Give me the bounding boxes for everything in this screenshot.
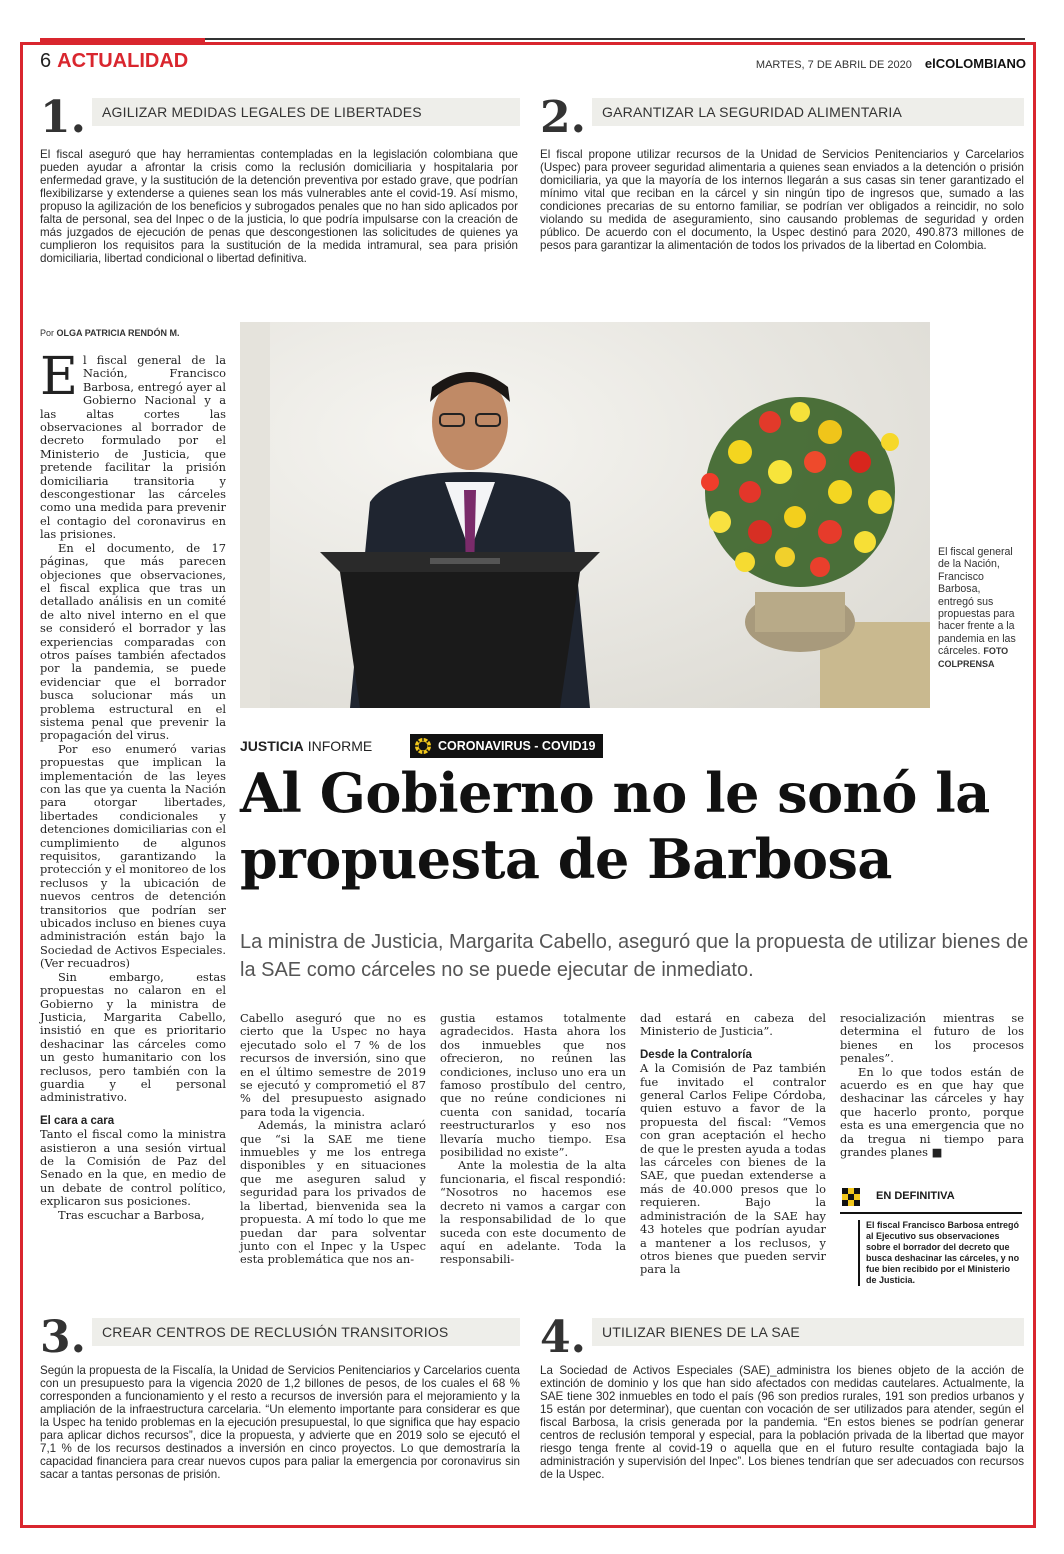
virus-icon: [414, 737, 432, 755]
kicker-type: INFORME: [307, 738, 373, 754]
box-title: UTILIZAR BIENES DE LA SAE: [592, 1318, 1024, 1346]
end-mark: ■: [931, 1145, 943, 1160]
page-header-right: [756, 56, 1026, 71]
photo-caption: [938, 546, 1018, 670]
article-paragraph: Cabello aseguró que no es cierto que la Uspec no haya ejecutado solo el 7 % de los recursos de inversión, sino que en el último semestre de 2019 se ejecutó y comprometió el 87 % del presupuesto asignado para toda la vigencia.: [240, 1011, 426, 1119]
article-paragraph: En lo que todos están de acuerdo es en que hay que deshacinar las cárceles y hay que hacerlo pronto, porque esta es una emergencia que no da tregua ni tiempo para grandes planes ■: [840, 1064, 1024, 1160]
box-number: 2.: [540, 92, 586, 143]
page-header-left: [40, 50, 188, 73]
deck: La ministra de Justicia, Margarita Cabello, aseguró que la propuesta de utilizar bienes de la SAE como cárceles no se puede ejecutar de inmediato.: [240, 931, 1029, 981]
brand-prefix: el: [924, 56, 936, 71]
box-number: 1.: [40, 92, 86, 143]
article-paragraph: dad estará en cabeza del Ministerio de Justicia”.: [640, 1011, 826, 1039]
photo-credit: FOTO COLPRENSA: [938, 646, 1009, 669]
subhead: Desde la Contraloría: [640, 1048, 752, 1061]
article-column-1: [40, 347, 226, 1222]
en-definitiva-box: [840, 1186, 1022, 1286]
box-text: Según la propuesta de la Fiscalía, la Unidad de Servicios Penitenciarios y Carcelarios cuenta con un presupuesto para la vigencia 2020 de 1,2 billones de pesos, de los cuales el 68 % corresponden a funcionamiento y el resto a recursos de inversión para el mejoramiento y la ampliación de la infraestructura carcelaria. “Un elemento importante para considerar es que la Uspec ha tenido problemas en la ejecución presupuestal, lo que significa que hay espacio para aplicar dichos recursos”, dice la propuesta, y advierte que en 2019 solo se ejecutó el 7,1 % de los recursos destinados a inversión en cinco proyectos. Lo que demostraría la capacidad financiera para crear nuevos cupos para paliar la emergencia por coronavirus sin sacar a tantas personas de prisión.: [40, 1364, 520, 1481]
kicker-section: JUSTICIA: [240, 738, 304, 754]
caption-text: El fiscal general de la Nación, Francisco Barbosa, entregó sus propuestas para hacer frente a la pandemia en las cárceles.: [938, 546, 1016, 658]
drop-cap: E: [40, 347, 78, 407]
article-paragraph: Tanto el fiscal como la ministra asistieron a una sesión virtual de la Comisión de Paz del Senado en la que, en medio de un debate de control político, explicaron sus posiciones.: [40, 1127, 226, 1209]
article-paragraph: gustia estamos totalmente agradecidos. Hasta ahora los dos inmuebles que nos ofrecieron, no reúnen las condiciones, incluso uno era un famoso prostíbulo del centro, que no reúne condiciones ni cuenta con sanidad, tocaría reestructurarlos y eso nos llevaría mucho tiempo. Esa posibilidad no existe”.: [440, 1011, 626, 1160]
box-2: [540, 92, 1024, 298]
badge-label: CORONAVIRUS - COVID19: [438, 739, 596, 753]
article-column-3: [440, 1012, 626, 1267]
article-column-2: [240, 1012, 426, 1267]
box-text: El fiscal aseguró que hay herramientas contempladas en la legislación colombiana que pueden ayudar a afrontar la crisis como la reclusión domiciliaria y hospitalaria por enfermedad grave, y la sustitución de la detención preventiva por estado grave, que podrían flexibilizarse y extenderse a quienes sean los más vulnerables ante el covid-19. Así mismo, propuso la agilización de los beneficios y subrogados penales que no han sido aplicados por falta de personal, sea del Inpec o de la justicia, lo que podría impulsarse con la creación de más juzgados de ejecución de penas que descongestionen las solicitudes de quienes ya cumplieron los requisitos para la sustitución de la medida intramural, sea para prisión domiciliaria, libertad condicional o libertad definitiva.: [40, 148, 518, 265]
page-number: 6: [40, 50, 52, 72]
box-3: [40, 1312, 520, 1518]
box-number: 3.: [40, 1312, 86, 1363]
article-column-5: [840, 1012, 1024, 1159]
box-text: El fiscal propone utilizar recursos de la Unidad de Servicios Penitenciarios y Carcelarios (Uspec) para proveer seguridad alimentaria a quienes sean enviados a la detención o prisión domiciliaria, ya que la mayoría de los internos llegarán a sus casas sin tener garantizado el mínimo vital que reciban en la cárcel y sin ningún tipo de ingresos que, sumado a las condiciones precarias de su entorno familiar, se podrían ver obligados a reincidir, no solo violando su medida de aseguramiento, sino causando problemas de seguridad y orden público. De acuerdo con el documento, la Uspec destinó para 2020, 490.873 millones de pesos para garantizar la alimentación de todos los privados de la libertad en Colombia.: [540, 148, 1024, 252]
issue-date: MARTES, 7 DE ABRIL DE 2020: [755, 59, 912, 71]
definitiva-title: EN DEFINITIVA: [876, 1190, 955, 1202]
box-text: La Sociedad de Activos Especiales (SAE)_administra los bienes objeto de la acción de extinción de dominio y los que han sido afectados con medidas cautelares. Actualmente, la SAE tiene 302 inmuebles en todo el país (96 son predios rurales, 191 son predios urbanos y 15 están por determinar), que cuentan con vocación de ser utilizados para atender, según el fiscal Barbosa, la crisis generada por la pandemia. “En estos bienes se podrían generar centros de reclusión temporal y especial, para la población privada de la libertad que mayor riesgo tenga frente al covid-19 o aquella que en el futuro resulte contagiada bajo la administración y supervisión del Inpec”. Los bienes tendrían que ser adecuados con recursos de la Uspec.: [540, 1364, 1024, 1481]
box-title: CREAR CENTROS DE RECLUSIÓN TRANSITORIOS: [92, 1318, 520, 1346]
box-title: AGILIZAR MEDIDAS LEGALES DE LIBERTADES: [92, 98, 520, 126]
definitiva-text: El fiscal Francisco Barbosa entregó al Ejecutivo sus observaciones sobre el borrador del decreto que busca deshacinar las cárceles, y no fue bien recibido por el Ministerio de Justicia.: [858, 1220, 1022, 1286]
article-paragraph: En el documento, de 17 páginas, que más parecen objeciones que observaciones, el fiscal explica que tras un detallado análisis en un comité de alto nivel interno en el que se consideró el borrador y las experiencias comparadas con otros países también afectados por la pandemia, se puede evidenciar que el borrador busca solucionar más un problema estructural en el sistema penal que prevenir la propagación del virus.: [40, 540, 226, 743]
article-paragraph: A la Comisión de Paz también fue invitado el contralor general Carlos Felipe Córdoba, quien estuvo a favor de la propuesta del fiscal: “Vemos con gran aceptación el hecho de que le presten ayuda a todas las cárceles con bienes de la SAE, que puedan extenderse a más de 40.000 presos que lo requieren. Bajo la administración de la SAE hay 43 hoteles que podrían ayudar a mantener a los reclusos, y otros bienes que pueden servir para la: [640, 1061, 826, 1277]
article-paragraph: Sin embargo, estas propuestas no calaron en el Gobierno y la ministra de Justicia, Margarita Cabello, insistió en que es prioritario deshacinar las cárceles como un gesto humanitario con los reclusos, pero también con la guardia y el personal administrativo.: [40, 969, 226, 1105]
checkered-icon: [840, 1186, 862, 1208]
brand-name: COLOMBIANO: [935, 56, 1026, 71]
box-4: [540, 1312, 1024, 1518]
byline-prefix: Por: [40, 328, 55, 338]
box-title: GARANTIZAR LA SEGURIDAD ALIMENTARIA: [592, 98, 1024, 126]
article-paragraph: Ante la molestia de la alta funcionaria, el fiscal respondió: “Nosotros no hacemos ese decreto ni vamos a cargar con la responsabilidad de lo que suceda con este documento de aquí en adelante. Toda la responsabili-: [440, 1158, 626, 1267]
covid-badge: [410, 734, 603, 758]
headline: Al Gobierno no le sonó la propuesta de Barbosa: [240, 761, 990, 891]
article-paragraph: Además, la ministra aclaró que “si la SAE me tiene inmuebles y me los entrega disponibles y en situaciones que me aseguren salud y seguridad para los privados de la libertad, bienvenida sea la propuesta. A mí todo lo que me puedan dar para solventar junto con el Inpec y la Uspec esta problemática que nos an-: [240, 1118, 426, 1267]
box-number: 4.: [540, 1312, 586, 1363]
article-column-4: [640, 1012, 826, 1277]
article-paragraph: Por eso enumeró varias propuestas que implican la implementación de las leyes con las que ya cuenta la Nación para otorgar libertades, libertades condicionales y detenciones domiciliarias con el cumplimiento de algunos requisitos, garantizando la protección y el monitoreo de los reclusos y la ubicación de nuevos centros de detención transitorios que podrían ser ubicados incluso en bienes cuya administración están bajo la Sociedad de Activos Especiales. (Ver recuadros): [40, 741, 226, 971]
newspaper-brand: [925, 56, 1026, 71]
section-name: ACTUALIDAD: [57, 50, 189, 72]
photo-illustration: [240, 322, 930, 708]
byline: [40, 328, 180, 338]
article-photo: [240, 322, 930, 708]
article-paragraph: resocialización mientras se determina el futuro de los bienes en los procesos penales”.: [840, 1011, 1024, 1066]
subhead: El cara a cara: [40, 1114, 115, 1127]
article-paragraph: El fiscal general de la Nación, Francisco Barbosa, entregó ayer al Gobierno Nacional y a las altas cortes las observaciones al borrador de decreto formulado por el Ministerio de Justicia, que pretende facilitar la prisión domiciliaria transitoria y descongestionar las cárceles como una medida para prevenir el contagio del coronavirus en las prisiones.: [40, 347, 226, 542]
article-paragraph: Tras escuchar a Barbosa,: [58, 1207, 205, 1222]
byline-author: OLGA PATRICIA RENDÓN M.: [56, 328, 180, 338]
definitiva-rule: [840, 1212, 1022, 1214]
box-1: [40, 92, 520, 298]
kicker: [240, 738, 372, 754]
